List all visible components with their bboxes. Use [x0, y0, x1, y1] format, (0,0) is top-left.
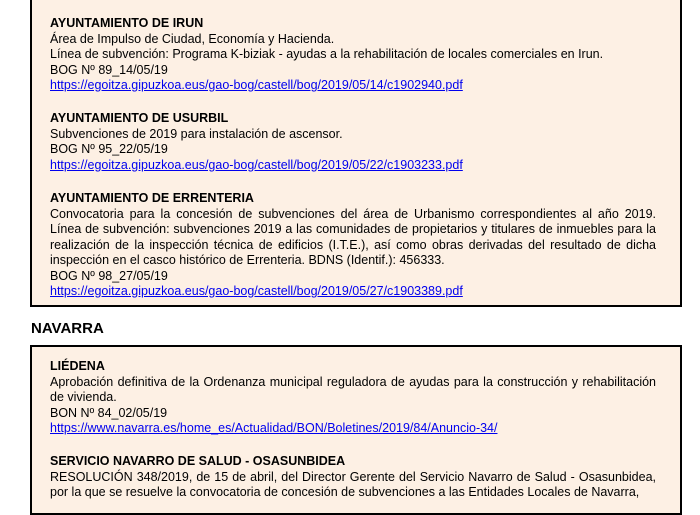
entry-servicio-navarro-salud	[50, 454, 656, 501]
entry-liedena	[50, 359, 656, 437]
entry-errenteria	[50, 191, 656, 300]
bulletin-reference: BOG Nº 89_14/05/19	[50, 62, 168, 77]
bulletin-link[interactable]: https://www.navarra.es/home_es/Actualidad/BON/Boletines/2019/84/Anuncio-34/	[50, 421, 498, 435]
bulletin-link[interactable]: https://egoitza.gipuzkoa.eus/gao-bog/castell/bog/2019/05/27/c1903389.pdf	[50, 284, 463, 298]
entry-line: Subvenciones de 2019 para instalación de ascensor.	[50, 126, 343, 141]
entry-title: SERVICIO NAVARRO DE SALUD - OSASUNBIDEA	[50, 454, 346, 468]
bulletin-reference: BON Nº 84_02/05/19	[50, 405, 168, 420]
entry-line: Línea de subvención: Programa K-biziak - ayudas a la rehabilitación de locales comerciales en Irun.	[50, 47, 604, 61]
entry-paragraph: RESOLUCIÓN 348/2019, de 15 de abril, del Director Gerente del Servicio Navarro de Salud - Osasunbidea, por la que se resuelve la convocatoria de concesión de subvenciones a las Entidades Locales de Navarra,	[50, 469, 656, 499]
entry-title: AYUNTAMIENTO DE USURBIL	[50, 111, 229, 125]
entry-paragraph: Convocatoria para la concesión de subvenciones del área de Urbanismo correspondientes al año 2019. Línea de subvención: subvenciones 2019 a las comunidades de propietarios y titulares de inmuebles para la realización de la inspección técnica de edificios (I.T.E.), así como obras derivadas del resultado de dicha inspección en el casco histórico de Errenteria. BDNS (Identif.): 456333.	[50, 206, 656, 267]
entry-paragraph: Aprobación definitiva de la Ordenanza municipal reguladora de ayudas para la construcción y rehabilitación de vivienda.	[50, 374, 656, 404]
entry-title: LIÉDENA	[50, 359, 105, 373]
entry-title: AYUNTAMIENTO DE ERRENTERIA	[50, 191, 254, 205]
entry-title: AYUNTAMIENTO DE IRUN	[50, 16, 204, 30]
entry-line: Área de Impulso de Ciudad, Economía y Hacienda.	[50, 31, 335, 46]
region-heading: NAVARRA	[31, 320, 104, 337]
bulletin-reference: BOG Nº 95_22/05/19	[50, 142, 168, 156]
bulletin-reference: BOG Nº 98_27/05/19	[50, 268, 168, 283]
bulletin-link[interactable]: https://egoitza.gipuzkoa.eus/gao-bog/castell/bog/2019/05/14/c1902940.pdf	[50, 78, 463, 92]
entry-usurbil	[50, 111, 656, 173]
entry-irun	[50, 16, 656, 94]
bulletin-link[interactable]: https://egoitza.gipuzkoa.eus/gao-bog/castell/bog/2019/05/22/c1903233.pdf	[50, 157, 463, 172]
